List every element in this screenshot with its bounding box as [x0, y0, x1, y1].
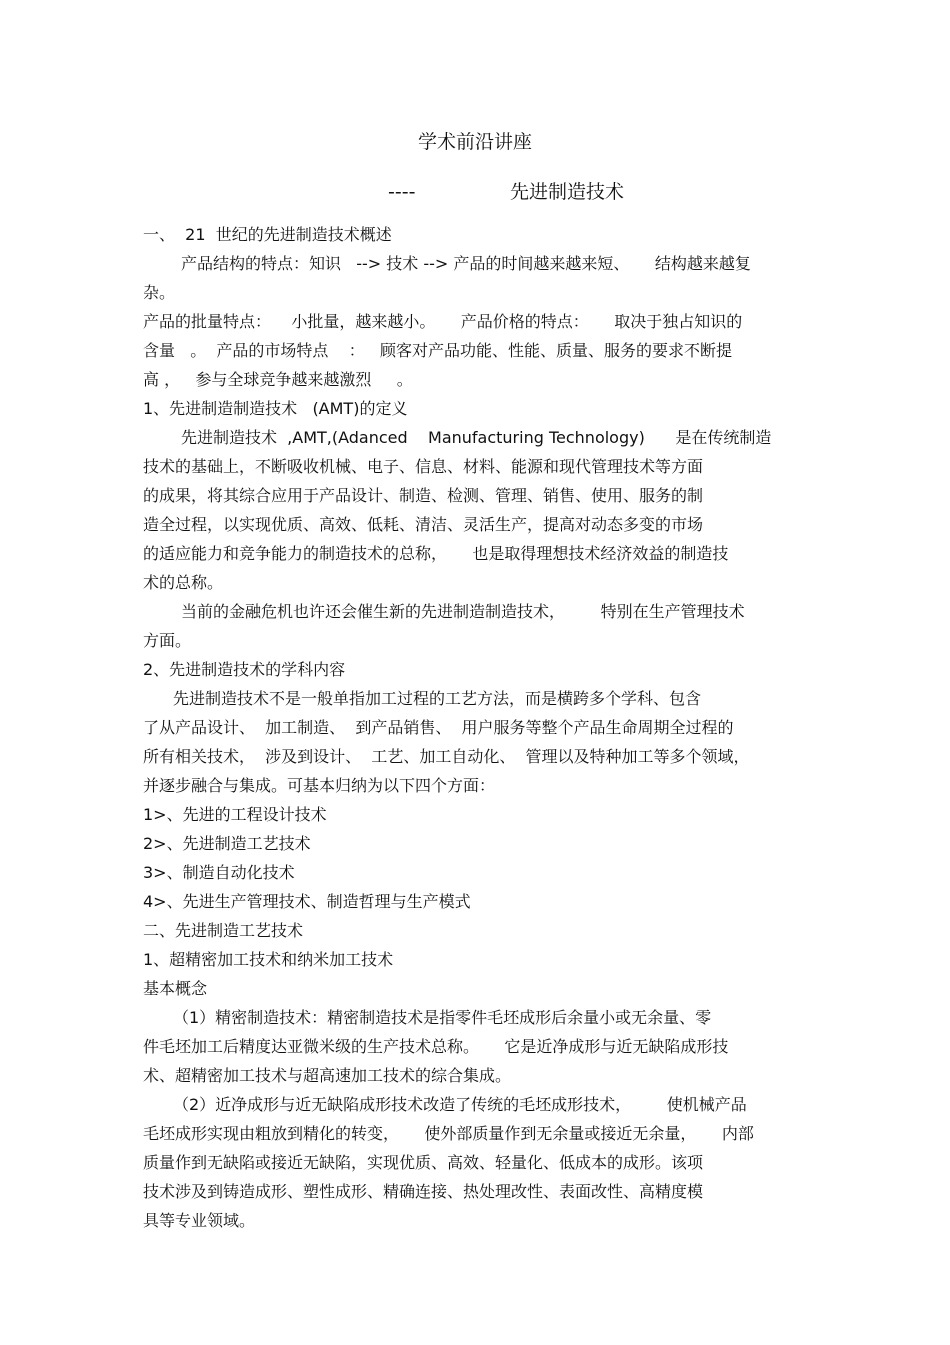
- list-item: 3>、制造自动化技术: [143, 863, 295, 882]
- document-subtitle: [0, 178, 950, 206]
- list-item: 1>、先进的工程设计技术: [143, 805, 327, 824]
- paragraph-line: 术、超精密加工技术与超高速加工技术的综合集成。: [143, 1066, 512, 1085]
- subtitle-text: 先进制造技术: [510, 181, 625, 203]
- document-title: 学术前沿讲座: [417, 131, 532, 153]
- paragraph-line: （2）近净成形与近无缺陷成形技术改造了传统的毛坯成形技术， 使机械产品: [173, 1095, 747, 1114]
- paragraph-line: 并逐步融合与集成。可基本归纳为以下四个方面：: [143, 776, 496, 795]
- paragraph-line: 的适应能力和竞争能力的制造技术的总称， 也是取得理想技术经济效益的制造技: [143, 544, 729, 563]
- paragraph-line: 所有相关技术， 涉及到设计、 工艺、加工自动化、 管理以及特种加工等多个领域，: [143, 747, 750, 766]
- paragraph-line: 术的总称。: [143, 573, 224, 592]
- section-heading: 二、先进制造工艺技术: [143, 921, 304, 940]
- paragraph-line: 一、 21 世纪的先进制造技术概述: [143, 225, 392, 244]
- subtitle-dash: ----: [388, 181, 416, 203]
- section-heading: 基本概念: [143, 979, 208, 998]
- paragraph-line: 先进制造技术不是一般单指加工过程的工艺方法，而是横跨多个学科、包含: [173, 689, 702, 708]
- paragraph-line: 高 ， 参与全球竞争越来越激烈 。: [143, 370, 413, 389]
- paragraph-line: 产品结构的特点：知识 --> 技术 --> 产品的时间越来越来短、 结构越来越复: [181, 254, 751, 273]
- document-body: [143, 220, 808, 1235]
- section-heading: 1、先进制造制造技术 (AMT)的定义: [143, 399, 408, 418]
- paragraph-line: 技术涉及到铸造成形、塑性成形、精确连接、热处理改性、表面改性、高精度模: [143, 1182, 704, 1201]
- paragraph-line: 具等专业领域。: [143, 1211, 256, 1230]
- paragraph-line: （1）精密制造技术：精密制造技术是指零件毛坯成形后余量小或无余量、零: [173, 1008, 712, 1027]
- paragraph-line: 产品的批量特点： 小批量，越来越小。 产品价格的特点： 取决于独占知识的: [143, 312, 743, 331]
- section-heading: 2、先进制造技术的学科内容: [143, 660, 346, 679]
- paragraph-line: 造全过程，以实现优质、高效、低耗、清洁、灵活生产，提高对动态多变的市场: [143, 515, 704, 534]
- paragraph-line: 先进制造技术 ,AMT,(Adanced Manufacturing Technology) 是在传统制造: [181, 428, 772, 447]
- paragraph-line: 毛坯成形实现由粗放到精化的转变， 使外部质量作到无余量或接近无余量， 内部: [143, 1124, 754, 1143]
- paragraph-line: 的成果，将其综合应用于产品设计、制造、检测、管理、销售、使用、服务的制: [143, 486, 704, 505]
- list-item: 2>、先进制造工艺技术: [143, 834, 311, 853]
- list-item: 4>、先进生产管理技术、制造哲理与生产模式: [143, 892, 471, 911]
- paragraph-line: 质量作到无缺陷或接近无缺陷，实现优质、高效、轻量化、低成本的成形。该项: [143, 1153, 704, 1172]
- paragraph-line: 含量 。 产品的市场特点 ： 顾客对产品功能、性能、质量、服务的要求不断提: [143, 341, 733, 360]
- paragraph-line: 技术的基础上，不断吸收机械、电子、信息、材料、能源和现代管理技术等方面: [143, 457, 704, 476]
- paragraph-line: 杂。: [143, 283, 176, 302]
- paragraph-line: 方面。: [143, 631, 192, 650]
- paragraph-line: 件毛坯加工后精度达亚微米级的生产技术总称。 它是近净成形与近无缺陷成形技: [143, 1037, 729, 1056]
- paragraph-line: 当前的金融危机也许还会催生新的先进制造制造技术， 特别在生产管理技术: [181, 602, 745, 621]
- section-heading: 1、超精密加工技术和纳米加工技术: [143, 950, 394, 969]
- paragraph-line: 了从产品设计、 加工制造、 到产品销售、 用户服务等整个产品生命周期全过程的: [143, 718, 734, 737]
